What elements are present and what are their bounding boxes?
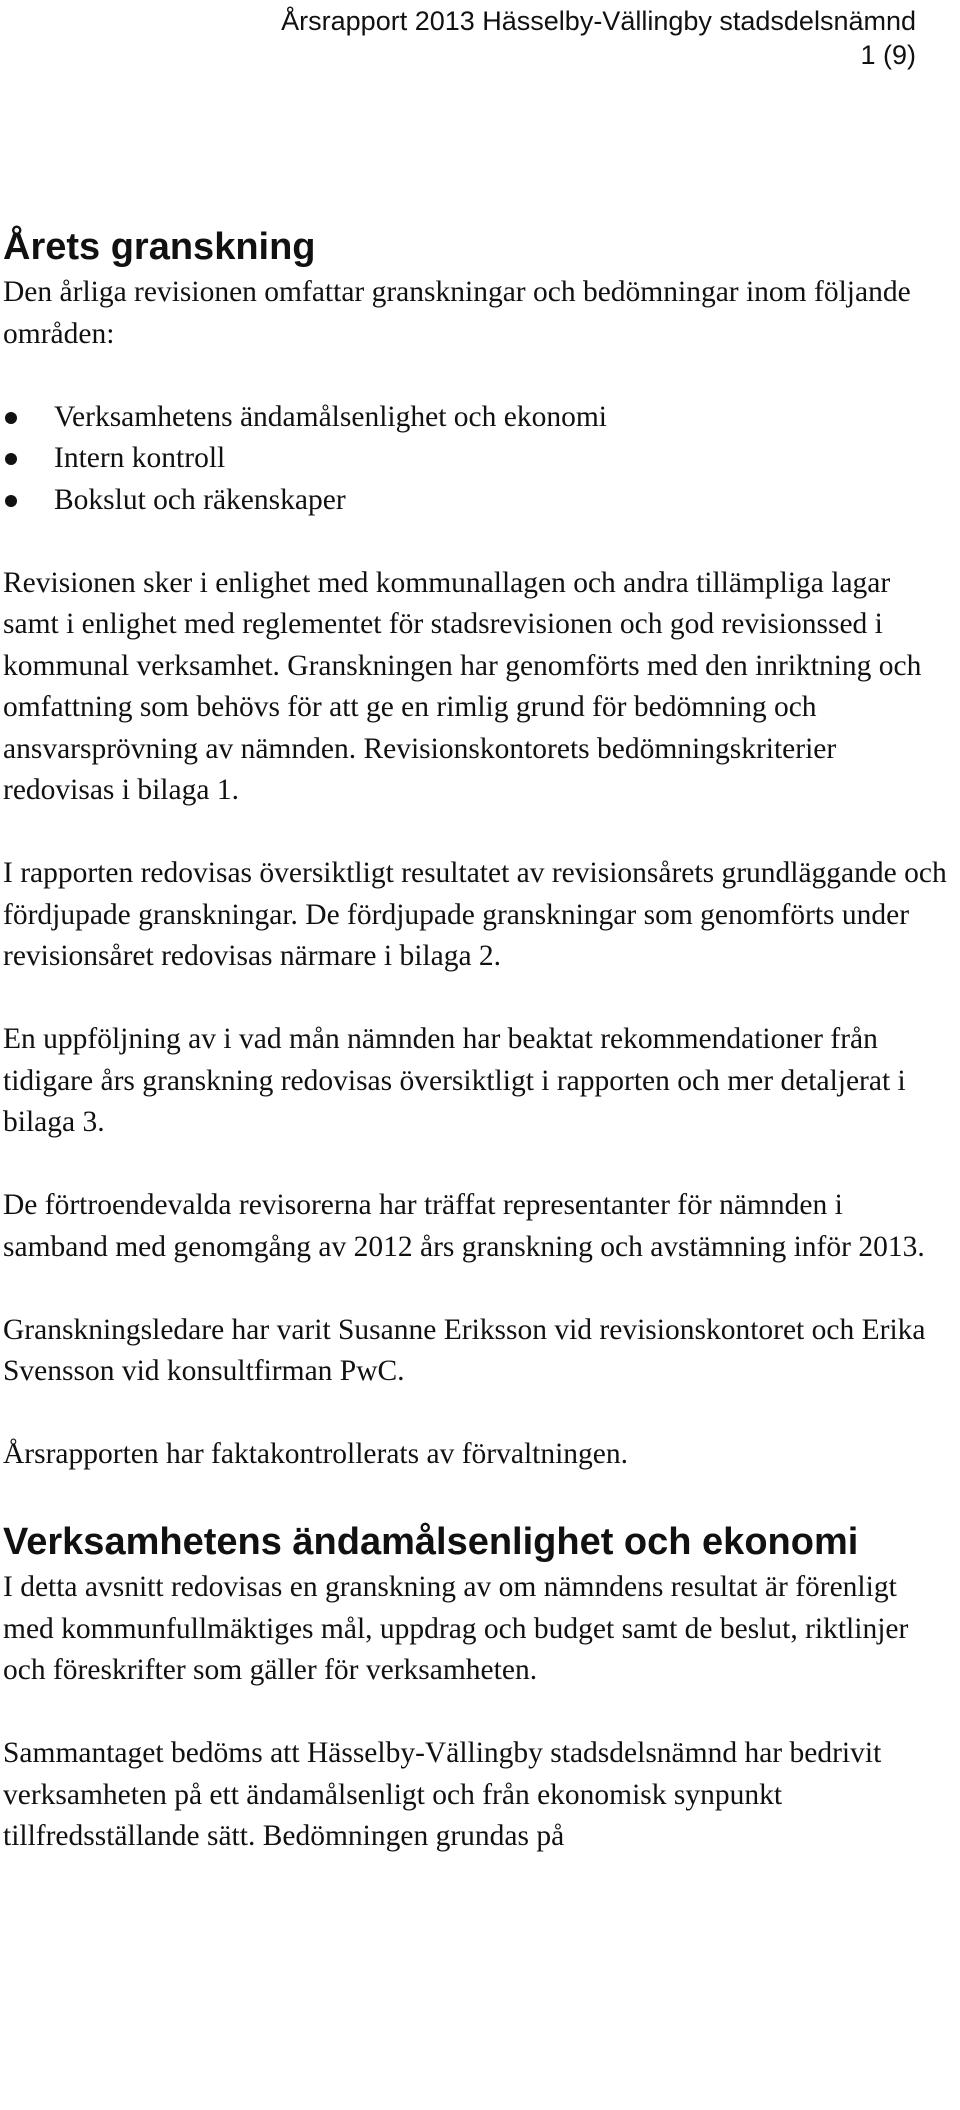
list-item-text: Verksamhetens ändamålsenlighet och ekonomi [54, 400, 607, 433]
intro-paragraph: Den årliga revisionen omfattar granskningar och bedömningar inom följande områden: [3, 276, 911, 350]
list-item [3, 480, 953, 522]
list-item-text: Intern kontroll [54, 442, 226, 474]
bullet-icon [5, 453, 17, 465]
paragraph-fact-check: Årsrapporten har faktakontrollerats av förvaltningen. [3, 1438, 629, 1470]
paragraph-follow-up: En uppföljning av i vad mån nämnden har beaktat rekommendationer från tidigare års granskning redovisas översiktligt i rapporten och mer detaljerat i bilaga 3. [3, 1023, 906, 1138]
list-item [3, 397, 953, 439]
paragraph-meetings: De förtroendevalda revisorerna har träffat representanter för nämnden i samband med genomgång av 2012 års granskning och avstämning inför 2013. [3, 1189, 925, 1263]
report-title: Årsrapport 2013 Hässelby-Vällingby stadsdelsnämnd [281, 6, 916, 36]
list-item-text: Bokslut och räkenskaper [54, 483, 346, 516]
document-body [3, 222, 953, 1858]
section-heading-verksamhetens-andamalsenlighet: Verksamhetens ändamålsenlighet och ekonomi [3, 1521, 859, 1563]
running-header [281, 4, 916, 72]
section-heading-arets-granskning: Årets granskning [3, 226, 316, 268]
paragraph-review-leaders: Granskningsledare har varit Susanne Eriksson vid revisionskontoret och Erika Svensson vid konsultfirman PwC. [3, 1313, 926, 1387]
list-item [3, 438, 953, 480]
bullet-icon [5, 495, 17, 507]
page-number: 1 (9) [860, 40, 916, 70]
section-verksamhetens-andamalsenlighet [3, 1517, 953, 1858]
paragraph-section-scope: I detta avsnitt redovisas en granskning av om nämndens resultat är förenligt med kommunfullmäktiges mål, uppdrag och budget samt de beslut, riktlinjer och föreskrifter som gäller för verksamheten. [3, 1571, 909, 1686]
paragraph-revision-basis: Revisionen sker i enlighet med kommunallagen och andra tillämpliga lagar samt i enlighet med reglementet för stadsrevisionen och god revisionssed i kommunal verksamhet. Granskningen har genomförts med den inriktning och omfattning som behövs för att ge en rimlig grund för bedömning och ansvarsprövning av nämnden. Revisionskontorets bedömningskriterier redovisas i bilaga 1. [3, 566, 922, 806]
bullet-icon [5, 412, 17, 424]
paragraph-overall-assessment: Sammantaget bedöms att Hässelby-Vällingby stadsdelsnämnd har bedrivit verksamheten på ett ändamålsenligt och från ekonomisk synpunkt tillfredsställande sätt. Bedömningen grundas på [3, 1737, 882, 1852]
paragraph-report-overview: I rapporten redovisas översiktligt resultatet av revisionsårets grundläggande och fördjupade granskningar. De fördjupade granskningar som genomförts under revisionsåret redovisas närmare i bilaga 2. [3, 857, 947, 972]
review-areas-list [3, 397, 953, 522]
